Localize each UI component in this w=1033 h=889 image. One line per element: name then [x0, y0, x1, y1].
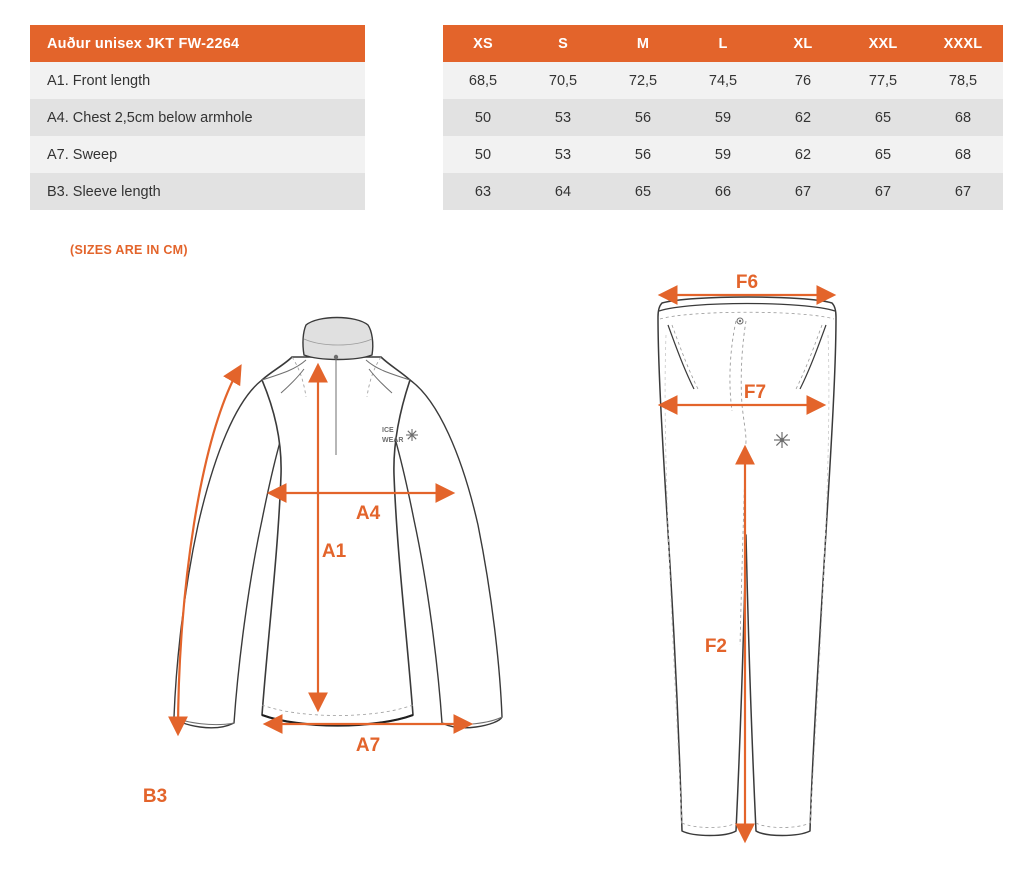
- size-header-xs: XS: [443, 25, 523, 62]
- units-note: (SIZES ARE IN CM): [70, 243, 188, 257]
- pants-illustration: [658, 272, 836, 840]
- measurement-label: B3. Sleeve length: [30, 173, 365, 210]
- row-spacer-cell: [365, 173, 443, 210]
- table-row: [30, 99, 1003, 136]
- measurement-value: 72,5: [603, 62, 683, 99]
- brand-text-line2: WEAR: [382, 437, 404, 444]
- table-header-row: [30, 25, 1003, 62]
- measurement-value: 78,5: [923, 62, 1003, 99]
- measurement-value: 67: [843, 173, 923, 210]
- table-header: [30, 25, 1003, 62]
- measurement-value: 65: [603, 173, 683, 210]
- size-header-xl: XL: [763, 25, 843, 62]
- measurement-value: 56: [603, 136, 683, 173]
- measurement-value: 67: [923, 173, 1003, 210]
- size-chart-table-wrapper: [30, 25, 1003, 210]
- dimension-label-a1: A1: [321, 541, 347, 562]
- measurement-value: 77,5: [843, 62, 923, 99]
- measurement-value: 68: [923, 99, 1003, 136]
- size-header-xxl: XXL: [843, 25, 923, 62]
- measurement-value: 56: [603, 99, 683, 136]
- table-title-cell: Auður unisex JKT FW-2264: [30, 25, 365, 62]
- measurement-value: 68,5: [443, 62, 523, 99]
- measurement-value: 62: [763, 136, 843, 173]
- dimension-label-f7: F7: [743, 382, 767, 403]
- measurement-value: 53: [523, 99, 603, 136]
- measurement-value: 53: [523, 136, 603, 173]
- snowflake-icon-pants: [774, 432, 790, 448]
- table-body: [30, 62, 1003, 210]
- measurement-label: A7. Sweep: [30, 136, 365, 173]
- size-header-l: L: [683, 25, 763, 62]
- technical-drawings: [0, 265, 1033, 885]
- dimension-label-f6: F6: [735, 272, 759, 293]
- dimension-label-f2: F2: [704, 636, 727, 657]
- measurement-value: 64: [523, 173, 603, 210]
- measurement-value: 59: [683, 136, 763, 173]
- size-header-xxxl: XXXL: [923, 25, 1003, 62]
- table-row: [30, 62, 1003, 99]
- measurement-value: 63: [443, 173, 523, 210]
- measurement-value: 62: [763, 99, 843, 136]
- measurement-value: 65: [843, 99, 923, 136]
- row-spacer-cell: [365, 136, 443, 173]
- measurement-value: 67: [763, 173, 843, 210]
- row-spacer-cell: [365, 99, 443, 136]
- table-row: [30, 136, 1003, 173]
- jacket-illustration: [143, 318, 502, 808]
- measurement-value: 74,5: [683, 62, 763, 99]
- table-spacer-header: [365, 25, 443, 62]
- measurement-value: 50: [443, 99, 523, 136]
- row-spacer-cell: [365, 62, 443, 99]
- measurement-value: 76: [763, 62, 843, 99]
- measurement-value: 59: [683, 99, 763, 136]
- measurement-value: 65: [843, 136, 923, 173]
- size-header-s: S: [523, 25, 603, 62]
- dimension-label-a4: A4: [355, 503, 381, 524]
- table-row: [30, 173, 1003, 210]
- size-header-m: M: [603, 25, 683, 62]
- brand-text-line1: ICE: [382, 427, 394, 434]
- measurement-value: 66: [683, 173, 763, 210]
- measurement-value: 70,5: [523, 62, 603, 99]
- dimension-label-a7: A7: [355, 735, 381, 756]
- measurement-label: A1. Front length: [30, 62, 365, 99]
- dimension-label-b3: B3: [142, 786, 168, 807]
- measurement-label: A4. Chest 2,5cm below armhole: [30, 99, 365, 136]
- measurement-value: 50: [443, 136, 523, 173]
- size-chart-table: [30, 25, 1003, 210]
- measurement-value: 68: [923, 136, 1003, 173]
